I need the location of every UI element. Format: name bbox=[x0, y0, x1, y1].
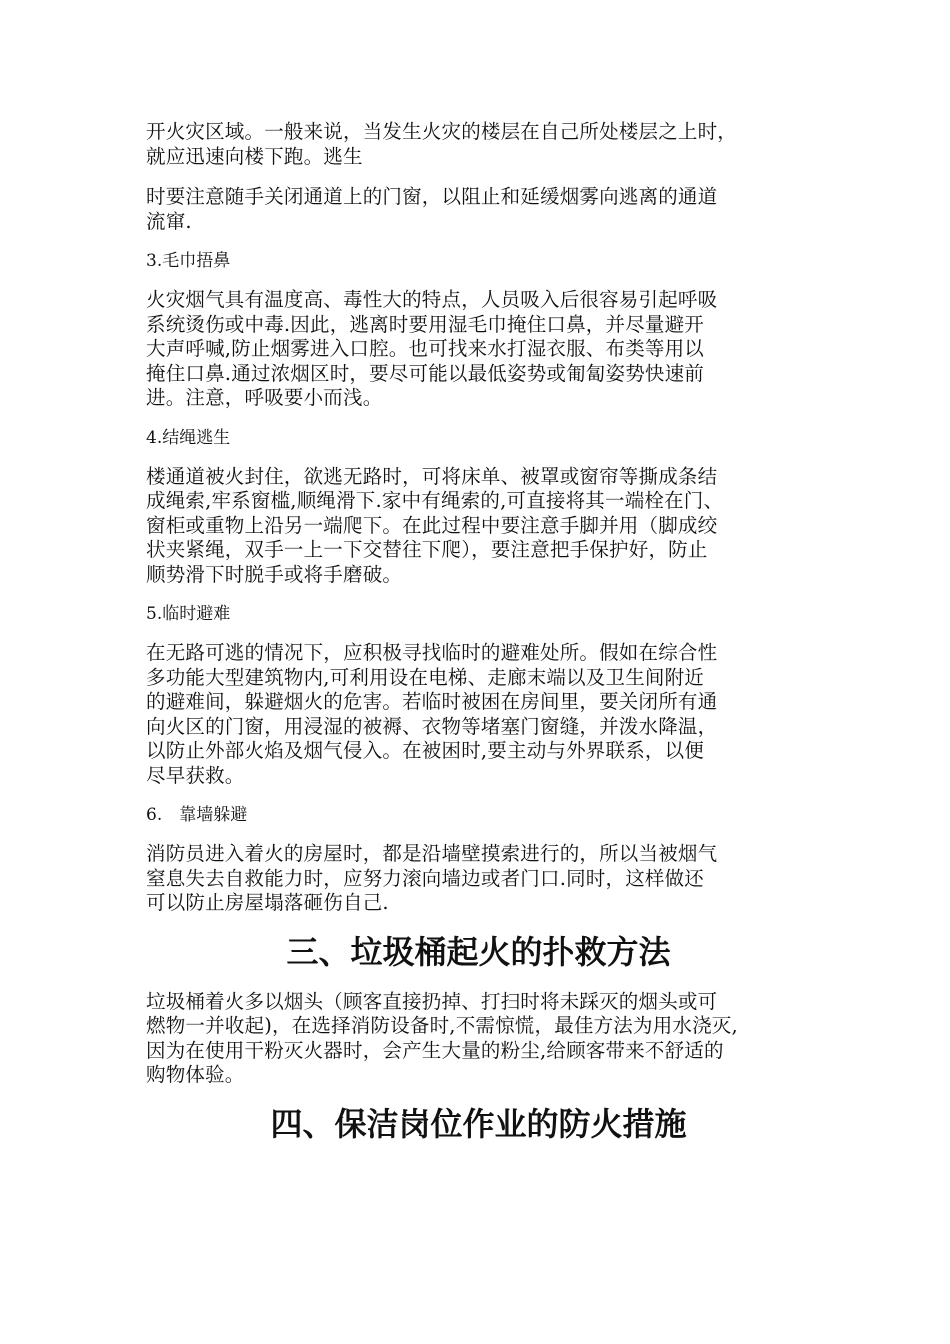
text-line: 可以防止房屋塌落砸伤自己. bbox=[146, 891, 389, 914]
text-line: 状夹紧绳，双手一上一下交替往下爬），要注意把手保护好，防止 bbox=[146, 538, 708, 561]
text-line: 窒息失去自救能力时，应努力滚向墙边或者门口.同时，这样做还 bbox=[146, 866, 704, 890]
text-line: 以防止外部火焰及烟气侵入。在被困时,要主动与外界联系，以便 bbox=[146, 739, 704, 762]
paragraph-close-doors bbox=[146, 185, 811, 234]
subheading-rope-escape: 4.结绳逃生 bbox=[146, 427, 231, 448]
section-heading-cleaning-fire-prevention: 四、保洁岗位作业的防火措施 bbox=[270, 1104, 687, 1143]
text-line: 尽早获救。 bbox=[146, 763, 245, 787]
text-line: 购物体验。 bbox=[146, 1063, 245, 1086]
section-heading-trash-fire: 三、垃圾桶起火的扑救方法 bbox=[286, 932, 671, 971]
text-line: 的避难间，躲避烟火的危害。若临时被困在房间里，要关闭所有通 bbox=[146, 690, 718, 713]
text-line: 消防员进入着火的房屋时，都是沿墙壁摸索进行的，所以当被烟气 bbox=[146, 842, 718, 865]
paragraph-evacuate-downstairs bbox=[146, 120, 811, 169]
text-line: 大声呼喊,防止烟雾进入口腔。也可找来水打湿衣服、布类等用以 bbox=[146, 337, 704, 360]
text-line: 系统烫伤或中毒.因此，逃离时要用湿毛巾掩住口鼻，并尽量避开 bbox=[146, 312, 704, 336]
subheading-towel-nose: 3.毛巾捂鼻 bbox=[146, 251, 231, 271]
text-line: 火灾烟气具有温度高、毒性大的特点，人员吸入后很容易引起呼吸 bbox=[146, 288, 718, 311]
text-line: 垃圾桶着火多以烟头（顾客直接扔掉、打扫时将未踩灭的烟头或可 bbox=[146, 989, 718, 1013]
paragraph-temporary-refuge bbox=[146, 641, 811, 788]
paragraph-towel-nose bbox=[146, 288, 811, 411]
text-line: 进。注意，呼吸要小而浅。 bbox=[146, 386, 383, 409]
text-line: 向火区的门窗，用浸湿的被褥、衣物等堵塞门窗缝，并泼水降温， bbox=[146, 714, 718, 738]
text-line: 就应迅速向楼下跑。逃生 bbox=[146, 144, 363, 168]
text-line: 因为在使用干粉灭火器时，会产生大量的粉尘,给顾客带来不舒适的 bbox=[146, 1038, 724, 1062]
text-line: 开火灾区域。一般来说，当发生火灾的楼层在自己所处楼层之上时， bbox=[146, 120, 738, 143]
text-line: 成绳索,牢系窗槛,顺绳滑下.家中有绳索的,可直接将其一端栓在门、 bbox=[146, 489, 724, 512]
text-line: 在无路可逃的情况下，应积极寻找临时的避难处所。假如在综合性 bbox=[146, 641, 718, 664]
text-line: 流窜. bbox=[146, 209, 192, 233]
document-page bbox=[146, 120, 811, 1162]
subheading-wall-shelter: 6. 靠墙躲避 bbox=[146, 805, 248, 825]
subheading-temporary-refuge: 5.临时避难 bbox=[146, 604, 231, 624]
paragraph-trash-fire bbox=[146, 990, 811, 1088]
text-line: 时要注意随手关闭通道上的门窗，以阻止和延缓烟雾向逃离的通道 bbox=[146, 185, 718, 208]
paragraph-rope-escape bbox=[146, 465, 811, 588]
text-line: 掩住口鼻.通过浓烟区时，要尽可能以最低姿势或匍匐姿势快速前 bbox=[146, 361, 704, 385]
paragraph-wall-shelter bbox=[146, 842, 811, 916]
text-line: 燃物一并收起)，在选择消防设备时,不需惊慌，最佳方法为用水浇灭, bbox=[146, 1014, 738, 1037]
text-line: 顺势滑下时脱手或将手磨破。 bbox=[146, 562, 403, 586]
text-line: 窗柜或重物上沿另一端爬下。在此过程中要注意手脚并用（脚成绞 bbox=[146, 513, 718, 537]
text-line: 多功能大型建筑物内,可利用设在电梯、走廊末端以及卫生间附近 bbox=[146, 665, 704, 689]
text-line: 楼通道被火封住，欲逃无路时，可将床单、被罩或窗帘等撕成条结 bbox=[146, 464, 718, 488]
